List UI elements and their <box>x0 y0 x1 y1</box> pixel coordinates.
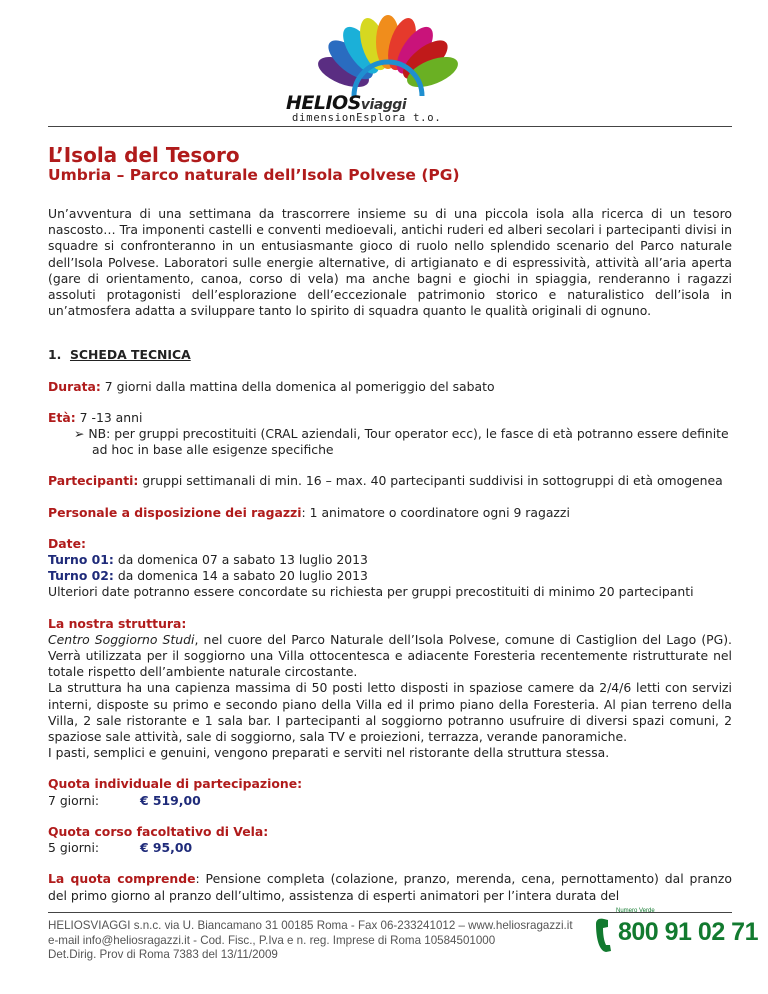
quota-price-row: 7 giorni: € 519,00 <box>48 792 201 808</box>
personale-line: Personale a disposizione dei ragazzi: 1 animatore o coordinatore ogni 9 ragazzi <box>48 504 570 520</box>
date-heading: Date: <box>48 535 86 551</box>
struttura-p2: La struttura ha una capienza massima di 50 posti letto disposti in spaziose camere da 2/4/6 letti con servizi interni, disposte su primo e secondo piano della Villa ed il primo piano della Foresteria. Al pian terreno della Villa, 2 sale ristorante e 1 sala bar. I partecipanti al soggiorno potranno usufruire di diversi spazi comuni, 2 spaziose sale attività, sale di soggiorno, sala TV e proiezioni, terrazza, verande panoramiche. <box>48 680 732 745</box>
header-divider <box>48 126 732 127</box>
vela-price: € 95,00 <box>140 840 193 856</box>
durata-line: Durata: 7 giorni dalla mattina della domenica al pomeriggio del sabato <box>48 378 495 394</box>
footer <box>48 919 573 963</box>
struttura-p3: I pasti, semplici e genuini, vengono preparati e serviti nel ristorante della struttura stessa. <box>48 745 610 761</box>
quota-price: € 519,00 <box>140 792 201 808</box>
page-title: L’Isola del Tesoro <box>48 143 240 167</box>
document-body <box>48 206 732 904</box>
page-subtitle: Umbria – Parco naturale dell’Isola Polvese (PG) <box>48 166 460 184</box>
phone-number: 800 91 02 71 <box>618 918 758 946</box>
vela-price-row: 5 giorni: € 95,00 <box>48 840 193 856</box>
intro-paragraph: Un’avventura di una settimana da trascorrere insieme su di una piccola isola alla ricerca di un tesoro nascosto… Tra imponenti castelli e conventi medioevali, antichi ruderi ed alberi secolari i partecipanti divisi in squadre si confronteranno in un entusiasmante gioco di ruolo nello splendido scenario del Parco naturale dell’Isola Polvese. Laboratori sulle energie alternative, di artigianato e di espressività, attività all’aria aperta (gare di orientamento, canoa, corso di vela) ma anche bagni e giochi in spiaggia, renderanno i ragazzi assoluti protagonisti dell’esplorazione dell’eccezionale patrimonio storico e naturalistico dell’isola in un’atmosfera adatta a sviluppare tanto lo spirito di squadra quanto le qualità originali di ognuno. <box>48 206 732 319</box>
partecipanti-line: Partecipanti: gruppi settimanali di min. 16 – max. 40 partecipanti suddivisi in sottogruppi di età omogenea <box>48 473 723 489</box>
logo-tagline: dimensionEsplora t.o. <box>292 112 442 124</box>
vela-heading: Quota corso facoltativo di Vela: <box>48 823 269 839</box>
date-note: Ulteriori date potranno essere concordate su richiesta per gruppi precostituiti di minimo 20 partecipanti <box>48 584 694 600</box>
footer-line-3: Det.Dirig. Prov di Roma 7383 del 13/11/2009 <box>48 948 278 961</box>
comprende-paragraph: La quota comprende: Pensione completa (colazione, pranzo, merenda, cena, pernottamento) dal pranzo del primo giorno al pranzo dell’ultimo, assistenza di esperti animatori per l’intera durata del <box>48 871 732 903</box>
struttura-heading: La nostra struttura: <box>48 615 187 631</box>
logo-brand: HELIOSviaggi <box>286 92 407 114</box>
turno-02: Turno 02: da domenica 14 a sabato 20 luglio 2013 <box>48 568 368 584</box>
footer-line-1: HELIOSVIAGGI s.n.c. via U. Biancamano 31 00185 Roma - Fax 06-233241012 – www.heliosragazzi.it <box>48 919 573 932</box>
phone-label: Numero Verde <box>616 908 655 914</box>
eta-line: Età: 7 -13 anni <box>48 409 143 425</box>
arrow-bullet-icon: ➢ <box>74 426 89 442</box>
quota-heading: Quota individuale di partecipazione: <box>48 776 303 792</box>
eta-note: ➢ NB: per gruppi precostituiti (CRAL aziendali, Tour operator ecc), le fasce di età potranno essere definite ad hoc in base alle esigenze specifiche <box>74 426 729 458</box>
footer-line-2: e-mail info@heliosragazzi.it - Cod. Fisc., P.Iva e n. reg. Imprese di Roma 10584501000 <box>48 933 496 947</box>
section-heading: 1. SCHEDA TECNICA <box>48 347 191 363</box>
struttura-p1: Centro Soggiorno Studi, nel cuore del Parco Naturale dell’Isola Polvese, comune di Castiglion del Lago (PG). Verrà utilizzata per il soggiorno una Villa ottocentesca e adiacente Foresteria recentemente ristrutturate nel totale rispetto dell’ambiente naturale circostante. <box>48 631 732 680</box>
turno-01: Turno 01: da domenica 07 a sabato 13 luglio 2013 <box>48 552 368 568</box>
